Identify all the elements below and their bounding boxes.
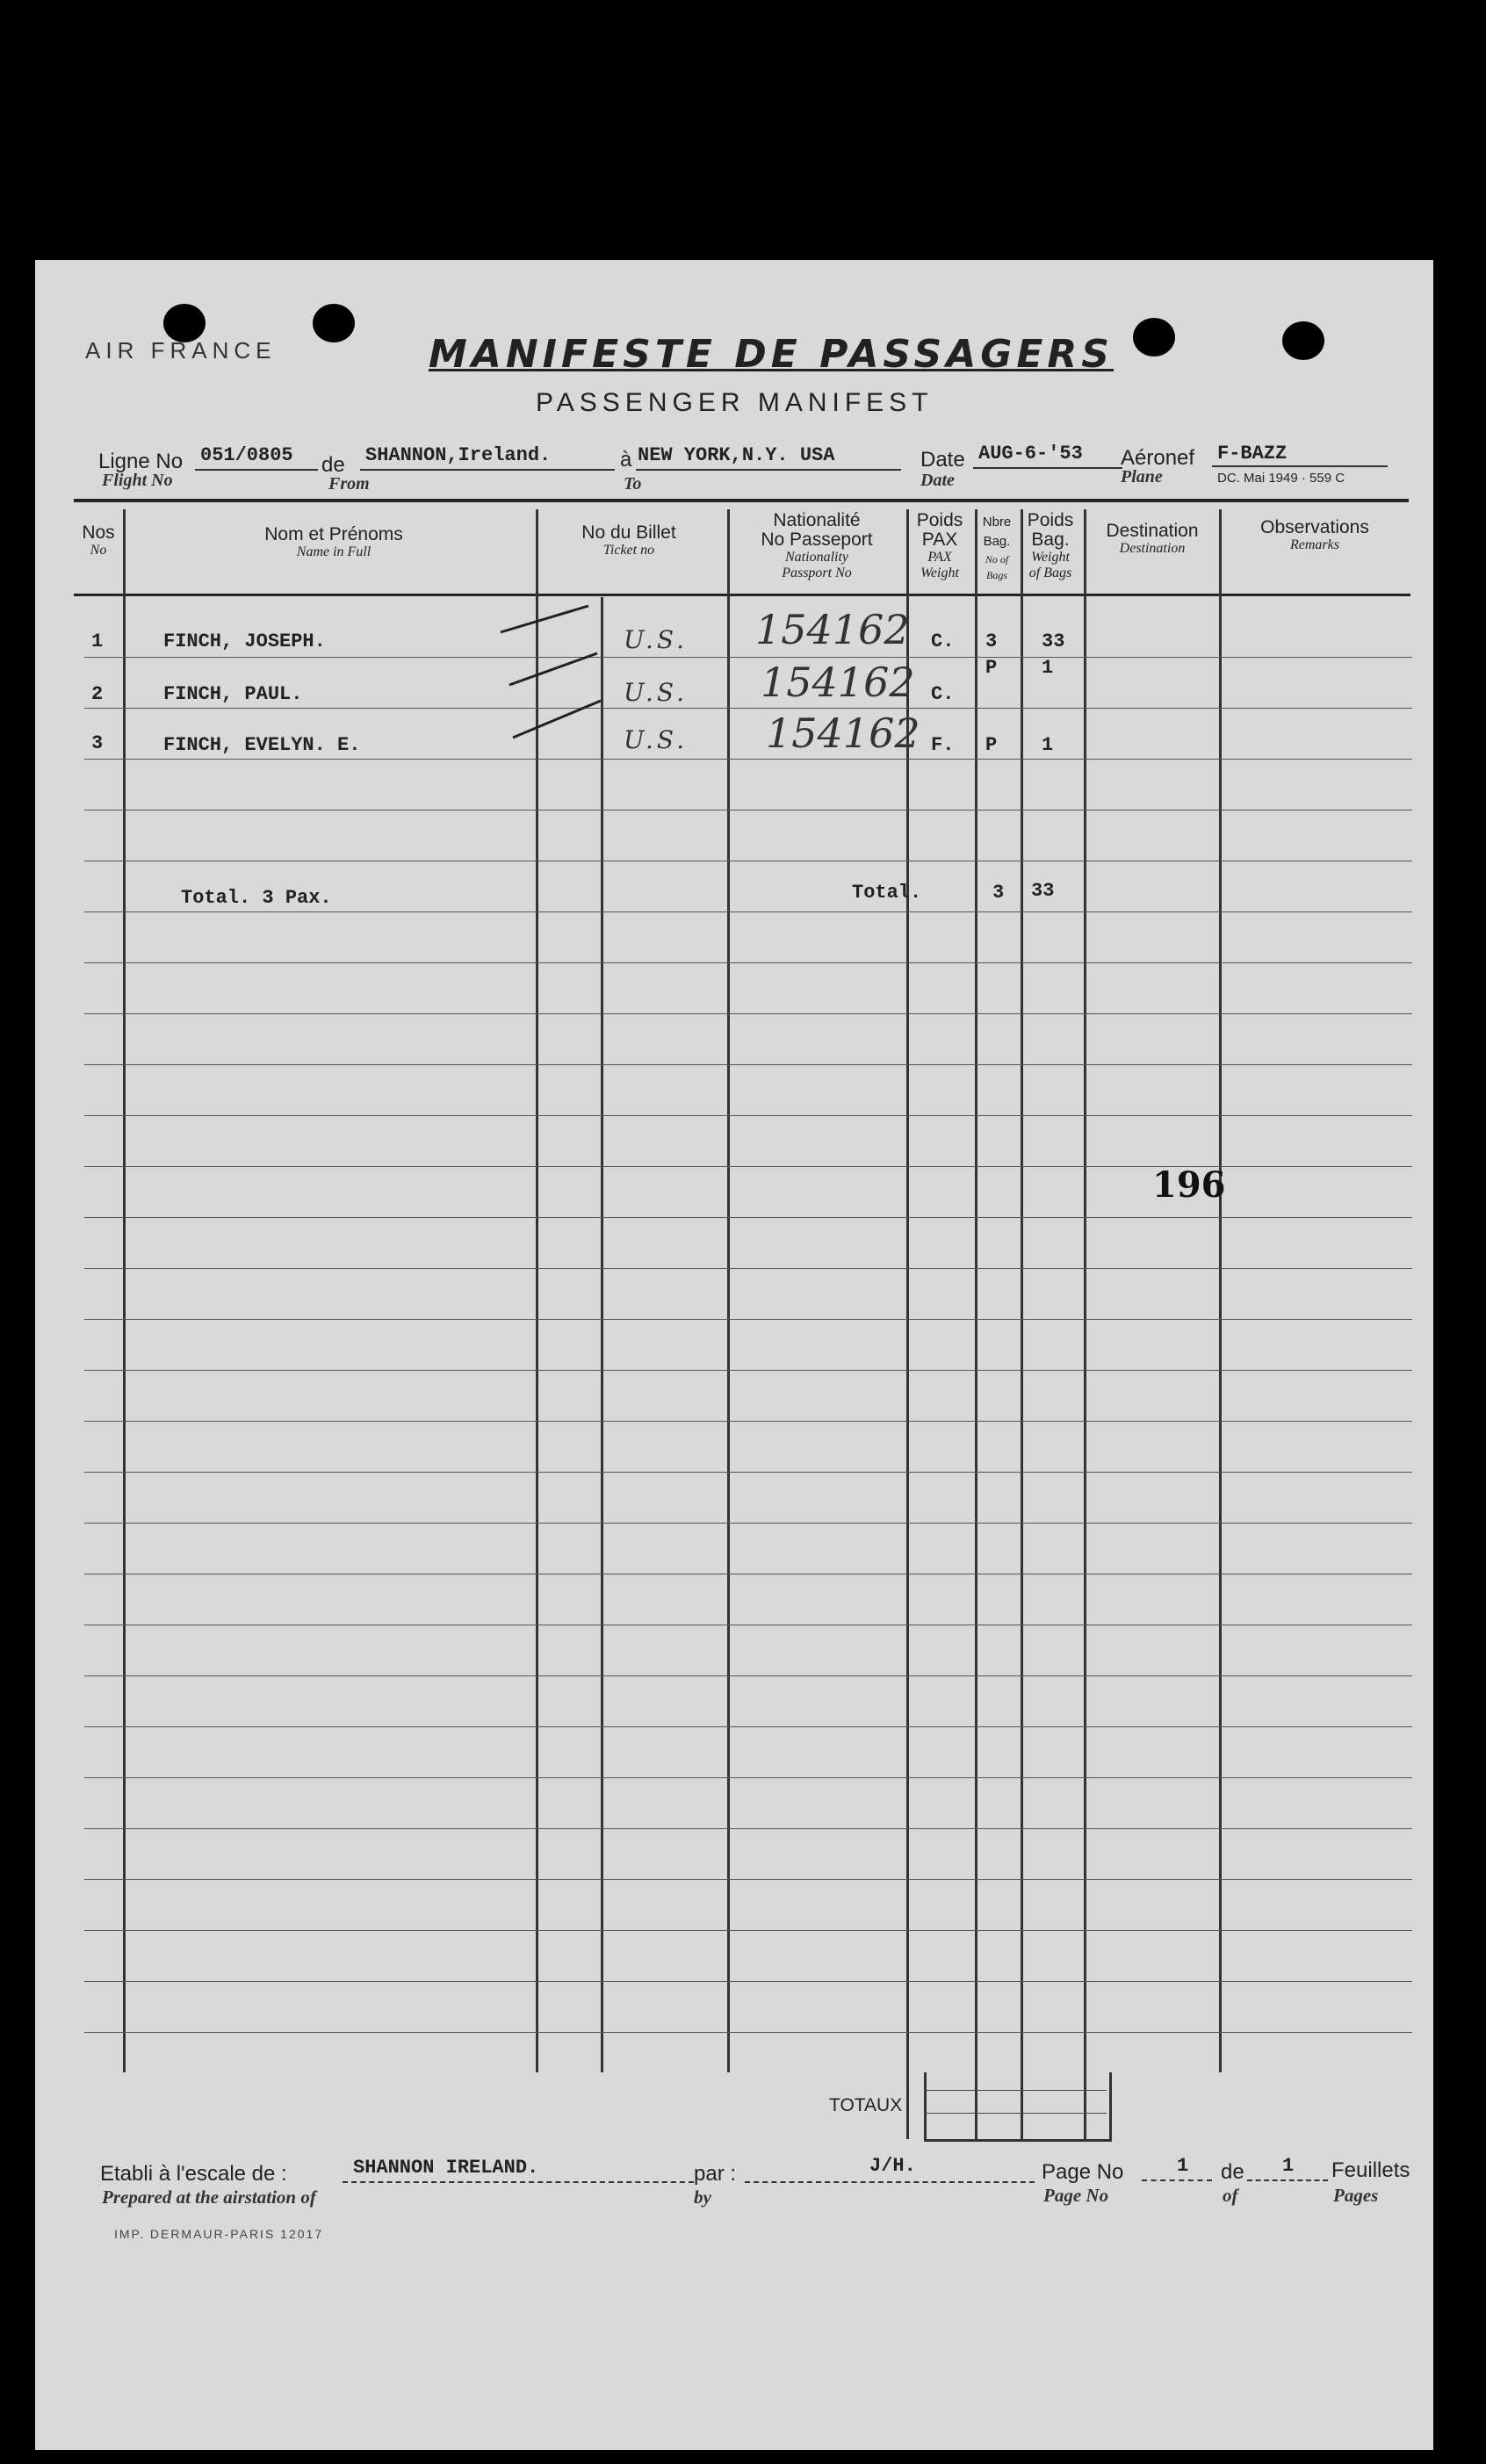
row-rule xyxy=(84,911,1412,912)
to-value: NEW YORK,N.Y. USA xyxy=(638,444,835,466)
passenger-2-passport: 154162 xyxy=(761,659,915,706)
prepared-label: Etabli à l'escale de : xyxy=(100,2162,287,2186)
total-pax: Total. 3 Pax. xyxy=(181,887,332,909)
date-sub: Date xyxy=(920,471,955,490)
column-divider xyxy=(1219,509,1222,2072)
sheets-label: Feuillets xyxy=(1331,2158,1410,2182)
row-rule xyxy=(84,1930,1412,1931)
column-divider xyxy=(601,597,603,2072)
flight-number-underline xyxy=(195,469,318,471)
row-rule xyxy=(84,1726,1412,1727)
page-sub: Page No xyxy=(1043,2185,1109,2206)
passenger-1-name: FINCH, JOSEPH. xyxy=(163,630,326,652)
by-value: J/H. xyxy=(869,2155,916,2177)
from-underline xyxy=(360,469,615,471)
passenger-2-nationality: U.S. xyxy=(624,678,689,707)
passenger-2-bags: P xyxy=(985,657,998,679)
table-top-rule xyxy=(74,499,1409,502)
row-rule xyxy=(84,657,1412,658)
total-bags: 3 xyxy=(992,882,1005,904)
row-rule xyxy=(84,1013,1412,1014)
passenger-1-nationality: U.S. xyxy=(624,625,689,654)
flight-number: 051/0805 xyxy=(200,444,293,466)
totaux-label: TOTAUX xyxy=(829,2095,903,2115)
row-rule xyxy=(84,708,1412,709)
table-header-rule xyxy=(74,594,1410,596)
date-label: Date xyxy=(920,448,965,472)
totaux-box xyxy=(924,2072,1112,2142)
row-rule xyxy=(84,1421,1412,1422)
row-rule xyxy=(84,1777,1412,1778)
sheets-sub: Pages xyxy=(1333,2185,1379,2206)
row-rule xyxy=(84,1319,1412,1320)
passenger-3-nationality: U.S. xyxy=(624,725,689,754)
date-value: AUG-6-'53 xyxy=(978,443,1083,465)
row-rule xyxy=(84,1675,1412,1676)
prepared-underline xyxy=(343,2181,694,2185)
col-header-pax-weight: Poids PAX PAX Weight xyxy=(916,510,963,580)
title-french: MANIFESTE DE PASSAGERS xyxy=(429,332,1114,377)
by-underline xyxy=(745,2181,1035,2185)
of-underline xyxy=(1247,2179,1328,2183)
col-header-name: Nom et Prénoms Name in Full xyxy=(264,524,403,559)
punch-hole-right-2 xyxy=(1282,321,1324,360)
column-divider xyxy=(727,509,730,2072)
passenger-1-passport: 154162 xyxy=(755,606,910,653)
passenger-1-num: 1 xyxy=(91,630,104,652)
airline-name: AIR FRANCE xyxy=(85,337,277,364)
row-rule xyxy=(84,1268,1412,1269)
passenger-1-pax: C. xyxy=(931,630,955,652)
passenger-2-num: 2 xyxy=(91,683,104,705)
row-rule xyxy=(84,810,1412,811)
row-rule xyxy=(84,1828,1412,1829)
column-divider xyxy=(1021,509,1023,2139)
col-header-num: Nos No xyxy=(82,522,115,558)
row-rule xyxy=(84,759,1412,760)
passenger-2-name: FINCH, PAUL. xyxy=(163,683,303,705)
col-header-bags-weight: Poids Bag. Weight of Bags xyxy=(1027,510,1074,580)
passenger-3-weight: 1 xyxy=(1042,734,1054,756)
passenger-3-bags: P xyxy=(985,734,998,756)
of-label: de xyxy=(1221,2160,1244,2184)
row-rule xyxy=(84,1981,1412,1982)
row-rule xyxy=(84,1370,1412,1371)
col-header-nationality: Nationalité No Passeport Nationality Passport No xyxy=(761,510,873,580)
to-label: à xyxy=(620,448,632,472)
row-rule xyxy=(84,2032,1412,2033)
title-english: PASSENGER MANIFEST xyxy=(536,388,934,417)
date-underline xyxy=(973,467,1122,469)
plane-value: F-BAZZ xyxy=(1217,443,1288,465)
row-rule xyxy=(84,1523,1412,1524)
flight-line-label: Ligne No xyxy=(98,450,184,473)
col-header-bags-count: Nbre Bag. No of Bags xyxy=(982,515,1012,581)
by-label: par : xyxy=(694,2162,737,2186)
column-divider xyxy=(123,509,126,2072)
column-divider xyxy=(1084,509,1086,2139)
by-sub: by xyxy=(694,2187,711,2208)
manifest-sheet xyxy=(35,260,1433,2450)
col-header-destination: Destination Destination xyxy=(1106,521,1199,556)
from-sub: From xyxy=(328,474,370,494)
col-header-remarks: Observations Remarks xyxy=(1260,517,1369,552)
row-rule xyxy=(84,1115,1412,1116)
prepared-sub: Prepared at the airstation of xyxy=(102,2187,316,2208)
printer-imprint: IMP. DERMAUR-PARIS 12017 xyxy=(114,2227,324,2241)
punch-hole-left-2 xyxy=(313,304,355,342)
row-rule xyxy=(84,962,1412,963)
page-label: Page No xyxy=(1042,2160,1124,2184)
page-underline xyxy=(1142,2179,1212,2183)
total-label: Total. xyxy=(852,882,922,904)
plane-note: DC. Mai 1949 · 559 C xyxy=(1217,471,1345,486)
passenger-3-name: FINCH, EVELYN. E. xyxy=(163,734,361,756)
total-weight: 33 xyxy=(1031,880,1055,902)
totaux-rule xyxy=(924,2113,1107,2114)
passenger-2-pax: C. xyxy=(931,683,955,705)
plane-underline xyxy=(1212,465,1388,467)
passenger-2-weight: 1 xyxy=(1042,657,1054,679)
passenger-1-weight: 33 xyxy=(1042,630,1065,652)
to-underline xyxy=(636,469,901,471)
from-label: de xyxy=(321,453,345,477)
prepared-value: SHANNON IRELAND. xyxy=(353,2157,539,2179)
of-value: 1 xyxy=(1282,2155,1295,2177)
col-header-ticket: No du Billet Ticket no xyxy=(581,522,676,558)
passenger-1-bags: 3 xyxy=(985,630,998,652)
passenger-3-pax: F. xyxy=(931,734,955,756)
plane-sub: Plane xyxy=(1121,467,1163,486)
punch-hole-right-1 xyxy=(1133,318,1175,357)
totaux-rule xyxy=(924,2090,1107,2091)
row-rule xyxy=(84,1879,1412,1880)
from-value: SHANNON,Ireland. xyxy=(365,444,552,466)
flight-line-sub: Flight No xyxy=(102,471,173,490)
to-sub: To xyxy=(624,474,642,494)
of-sub: of xyxy=(1223,2185,1238,2206)
page-value: 1 xyxy=(1177,2155,1189,2177)
row-rule xyxy=(84,1472,1412,1473)
passenger-3-passport: 154162 xyxy=(766,710,920,757)
row-rule xyxy=(84,1217,1412,1218)
passenger-3-num: 3 xyxy=(91,732,104,754)
column-divider xyxy=(975,509,977,2139)
row-rule xyxy=(84,1064,1412,1065)
stamped-page-number: 196 xyxy=(1152,1164,1226,1206)
plane-label: Aéronef xyxy=(1121,446,1195,470)
ticket-check-marks xyxy=(492,597,615,755)
